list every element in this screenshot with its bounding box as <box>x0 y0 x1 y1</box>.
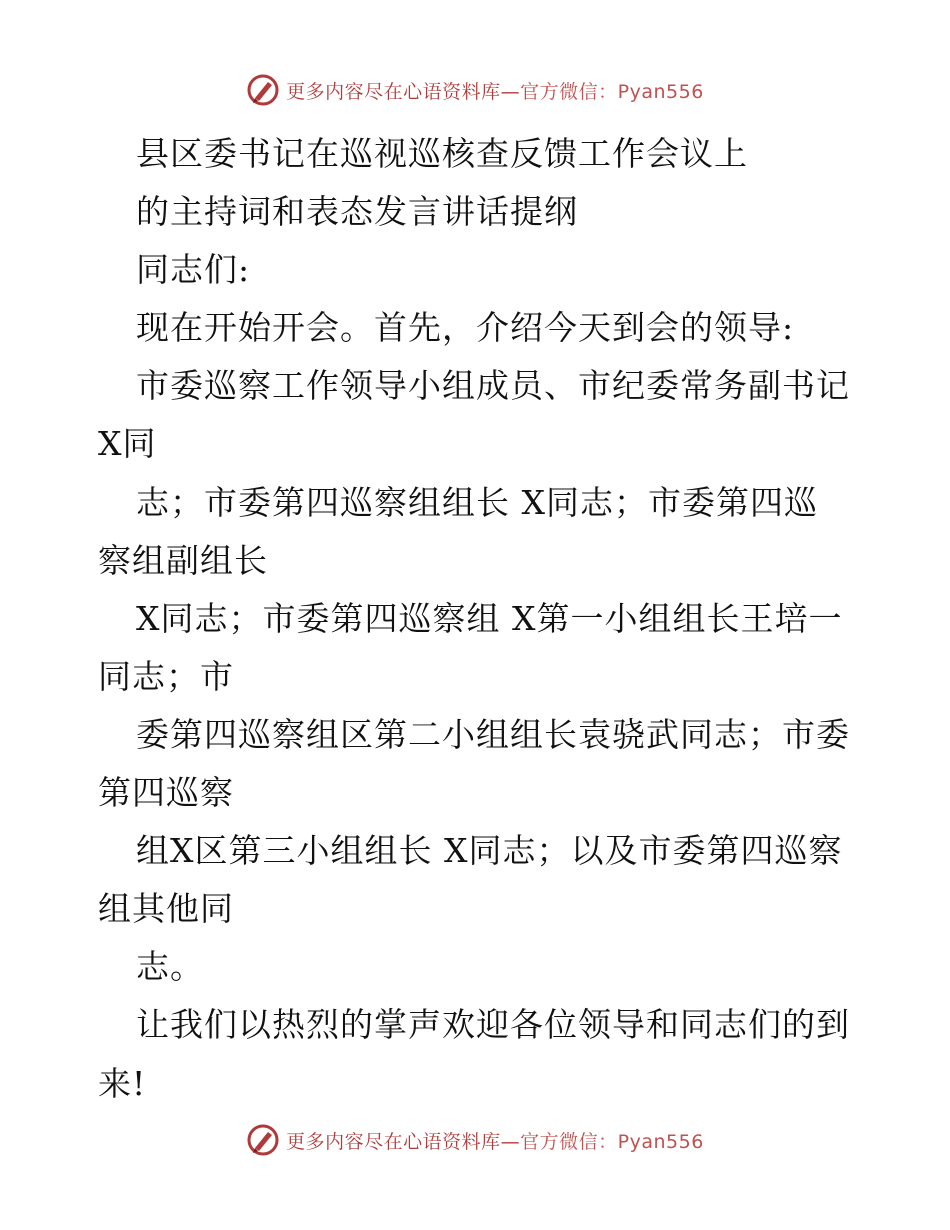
header-banner-text: 更多内容尽在心语资料库— <box>286 80 521 103</box>
pen-logo-icon <box>246 73 280 107</box>
header-banner-wechat: 官方微信：Pyan556 <box>520 80 704 103</box>
pen-logo-icon <box>246 1123 280 1157</box>
title-line-2: 的主持词和表态发言讲话提纲 <box>136 192 578 232</box>
paragraph-line: 组X区第三小组组长 X同志；以及市委第四巡察 <box>136 831 843 871</box>
paragraph-line: 让我们以热烈的掌声欢迎各位领导和同志们的到 <box>136 1005 850 1045</box>
header-banner <box>0 70 950 110</box>
paragraph-line: X同志；市委第四巡察组 X第一小组组长王培一 <box>136 598 843 638</box>
title-line-1: 县区委书记在巡视巡核查反馈工作会议上 <box>136 134 748 173</box>
paragraph-line: 组其他同 <box>98 889 234 929</box>
paragraph-line: 第四巡察 <box>98 773 234 813</box>
paragraph-line: 同志；市 <box>98 656 234 696</box>
paragraph-line: 察组副组长 <box>98 540 268 580</box>
paragraph-line: 来! <box>98 1063 147 1103</box>
paragraph-line: 市委巡察工作领导小组成员、市纪委常务副书记 <box>136 366 850 406</box>
paragraph-line: 志。 <box>136 947 204 987</box>
paragraph-line: 志；市委第四巡察组组长 X同志；市委第四巡 <box>136 482 818 522</box>
salutation: 同志们: <box>136 250 251 290</box>
paragraph-line: 委第四巡察组区第二小组组长袁骁武同志；市委 <box>136 714 850 754</box>
paragraph-line: 现在开始开会。首先，介绍今天到会的领导: <box>136 308 795 348</box>
footer-banner-text: 更多内容尽在心语资料库— <box>286 1130 521 1153</box>
document-body <box>98 125 858 1113</box>
footer-banner <box>0 1120 950 1160</box>
paragraph-line: X同 <box>98 424 157 464</box>
footer-banner-wechat: 官方微信：Pyan556 <box>520 1130 704 1153</box>
